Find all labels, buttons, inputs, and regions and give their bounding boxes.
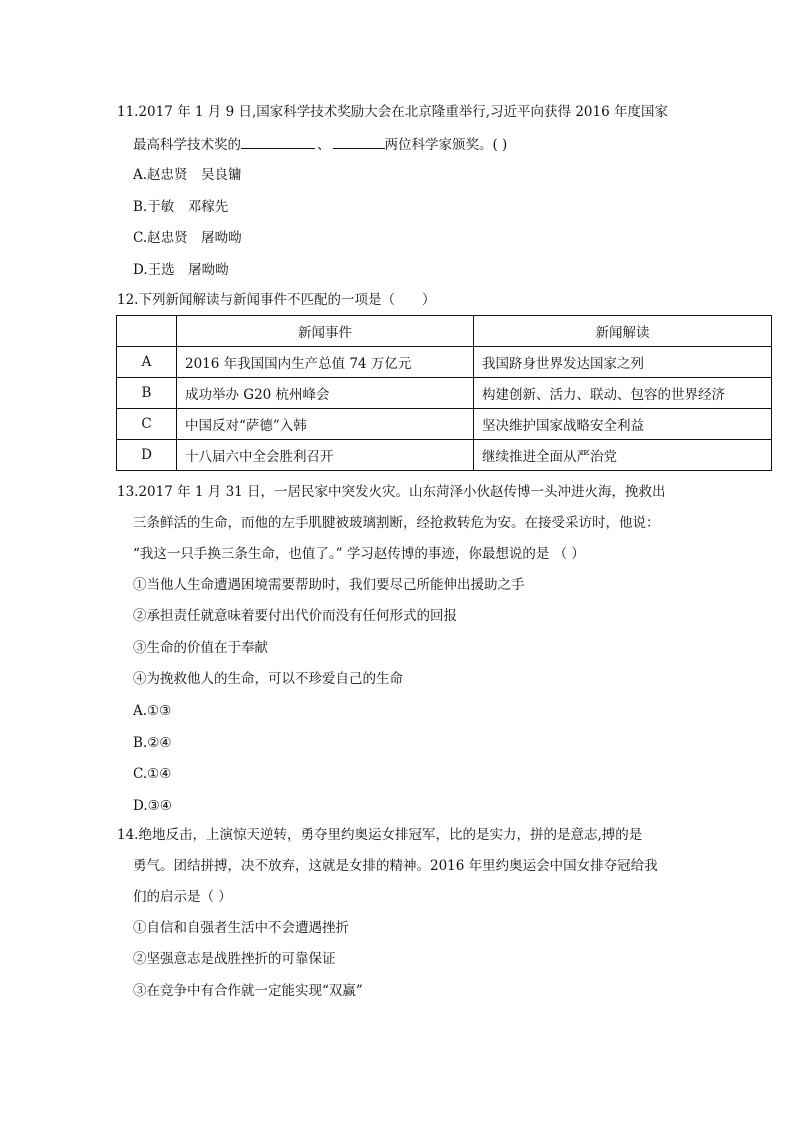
row-label: B [117,378,177,409]
q11-separator: 、 [317,137,331,153]
q11-answer-blank-1 [241,134,315,149]
q11-stem-part-b: 两位科学家颁奖。( ) [384,137,508,153]
row-event: 十八届六中全会胜利召开 [177,440,474,471]
q14-stem-line2: 勇气。团结拼搏，决不放弃，这就是女排的精神。2016 年里约奥运会中国女排夺冠给我 [133,858,658,874]
q11-option-a: A.赵忠贤 吴良镛 [133,167,242,183]
q12-stem: 12.下列新闻解读与新闻事件不匹配的一项是（ ） [117,292,436,308]
q13-option-a: A.①③ [133,703,172,719]
header-cell-event: 新闻事件 [177,316,474,347]
q11-option-d: D.王选 屠呦呦 [133,262,229,278]
table-row [117,440,772,471]
row-event: 成功举办 G20 杭州峰会 [177,378,474,409]
q14-stem-line1: 14.绝地反击，上演惊天逆转，勇夺里约奥运女排冠军，比的是实力，拼的是意志,搏的是 [117,827,643,843]
table-row [117,378,772,409]
q13-stem-line2: 三条鲜活的生命，而他的左手肌腱被玻璃割断，经抢救转危为安。在接受采访时，他说： [133,515,660,531]
row-event: 2016 年我国国内生产总值 74 万亿元 [177,347,474,378]
q13-stem-line1: 13.2017 年 1 月 31 日，一居民家中突发火灾。山东菏泽小伙赵传博一头冲进火海，挽救出 [117,484,666,500]
q13-option-c: C.①④ [133,766,172,782]
row-event: 中国反对“萨德”入韩 [177,409,474,440]
q13-statement-3: ③生命的价值在于奉献 [133,640,268,656]
q11-stem-line1: 11.2017 年 1 月 9 日,国家科学技术奖励大会在北京隆重举行,习近平向获得 2016 年度国家 [117,104,668,120]
q14-statement-1: ①自信和自强者生活中不会遭遇挫折 [133,920,349,936]
header-cell-blank [117,316,177,347]
q11-answer-blank-2 [333,134,385,149]
row-reading: 坚决维护国家战略安全利益 [474,409,772,440]
table-row [117,409,772,440]
table-row [117,347,772,378]
q11-option-c: C.赵忠贤 屠呦呦 [133,230,242,246]
row-reading: 继续推进全面从严治党 [474,440,772,471]
q13-statement-4: ④为挽救他人的生命，可以不珍爱自己的生命 [133,671,403,687]
q14-statement-2: ②坚强意志是战胜挫折的可靠保证 [133,951,336,967]
q14-statement-3: ③在竞争中有合作就一定能实现“双赢” [133,983,363,999]
q13-option-d: D.③④ [133,798,172,814]
row-label: D [117,440,177,471]
row-label: A [117,347,177,378]
news-table [116,315,772,471]
q14-stem-line3: 们的启示是（ ） [133,889,232,905]
q13-option-b: B.②④ [133,735,172,751]
row-label: C [117,409,177,440]
q13-stem-line3: “我这一只手换三条生命，也值了。” 学习赵传博的事迹，你最想说的是 （ ） [133,546,585,562]
row-reading: 我国跻身世界发达国家之列 [474,347,772,378]
q13-statement-1: ①当他人生命遭遇困境需要帮助时，我们要尽己所能伸出援助之手 [133,577,525,593]
table-header-row [117,316,772,347]
header-cell-reading: 新闻解读 [474,316,772,347]
q11-option-b: B.于敏 邓稼先 [133,199,229,215]
q13-statement-2: ②承担责任就意味着要付出代价而没有任何形式的回报 [133,608,457,624]
q11-stem-part-a: 最高科学技术奖的 [133,137,241,153]
q11-stem-line2 [133,134,507,154]
row-reading: 构建创新、活力、联动、包容的世界经济 [474,378,772,409]
